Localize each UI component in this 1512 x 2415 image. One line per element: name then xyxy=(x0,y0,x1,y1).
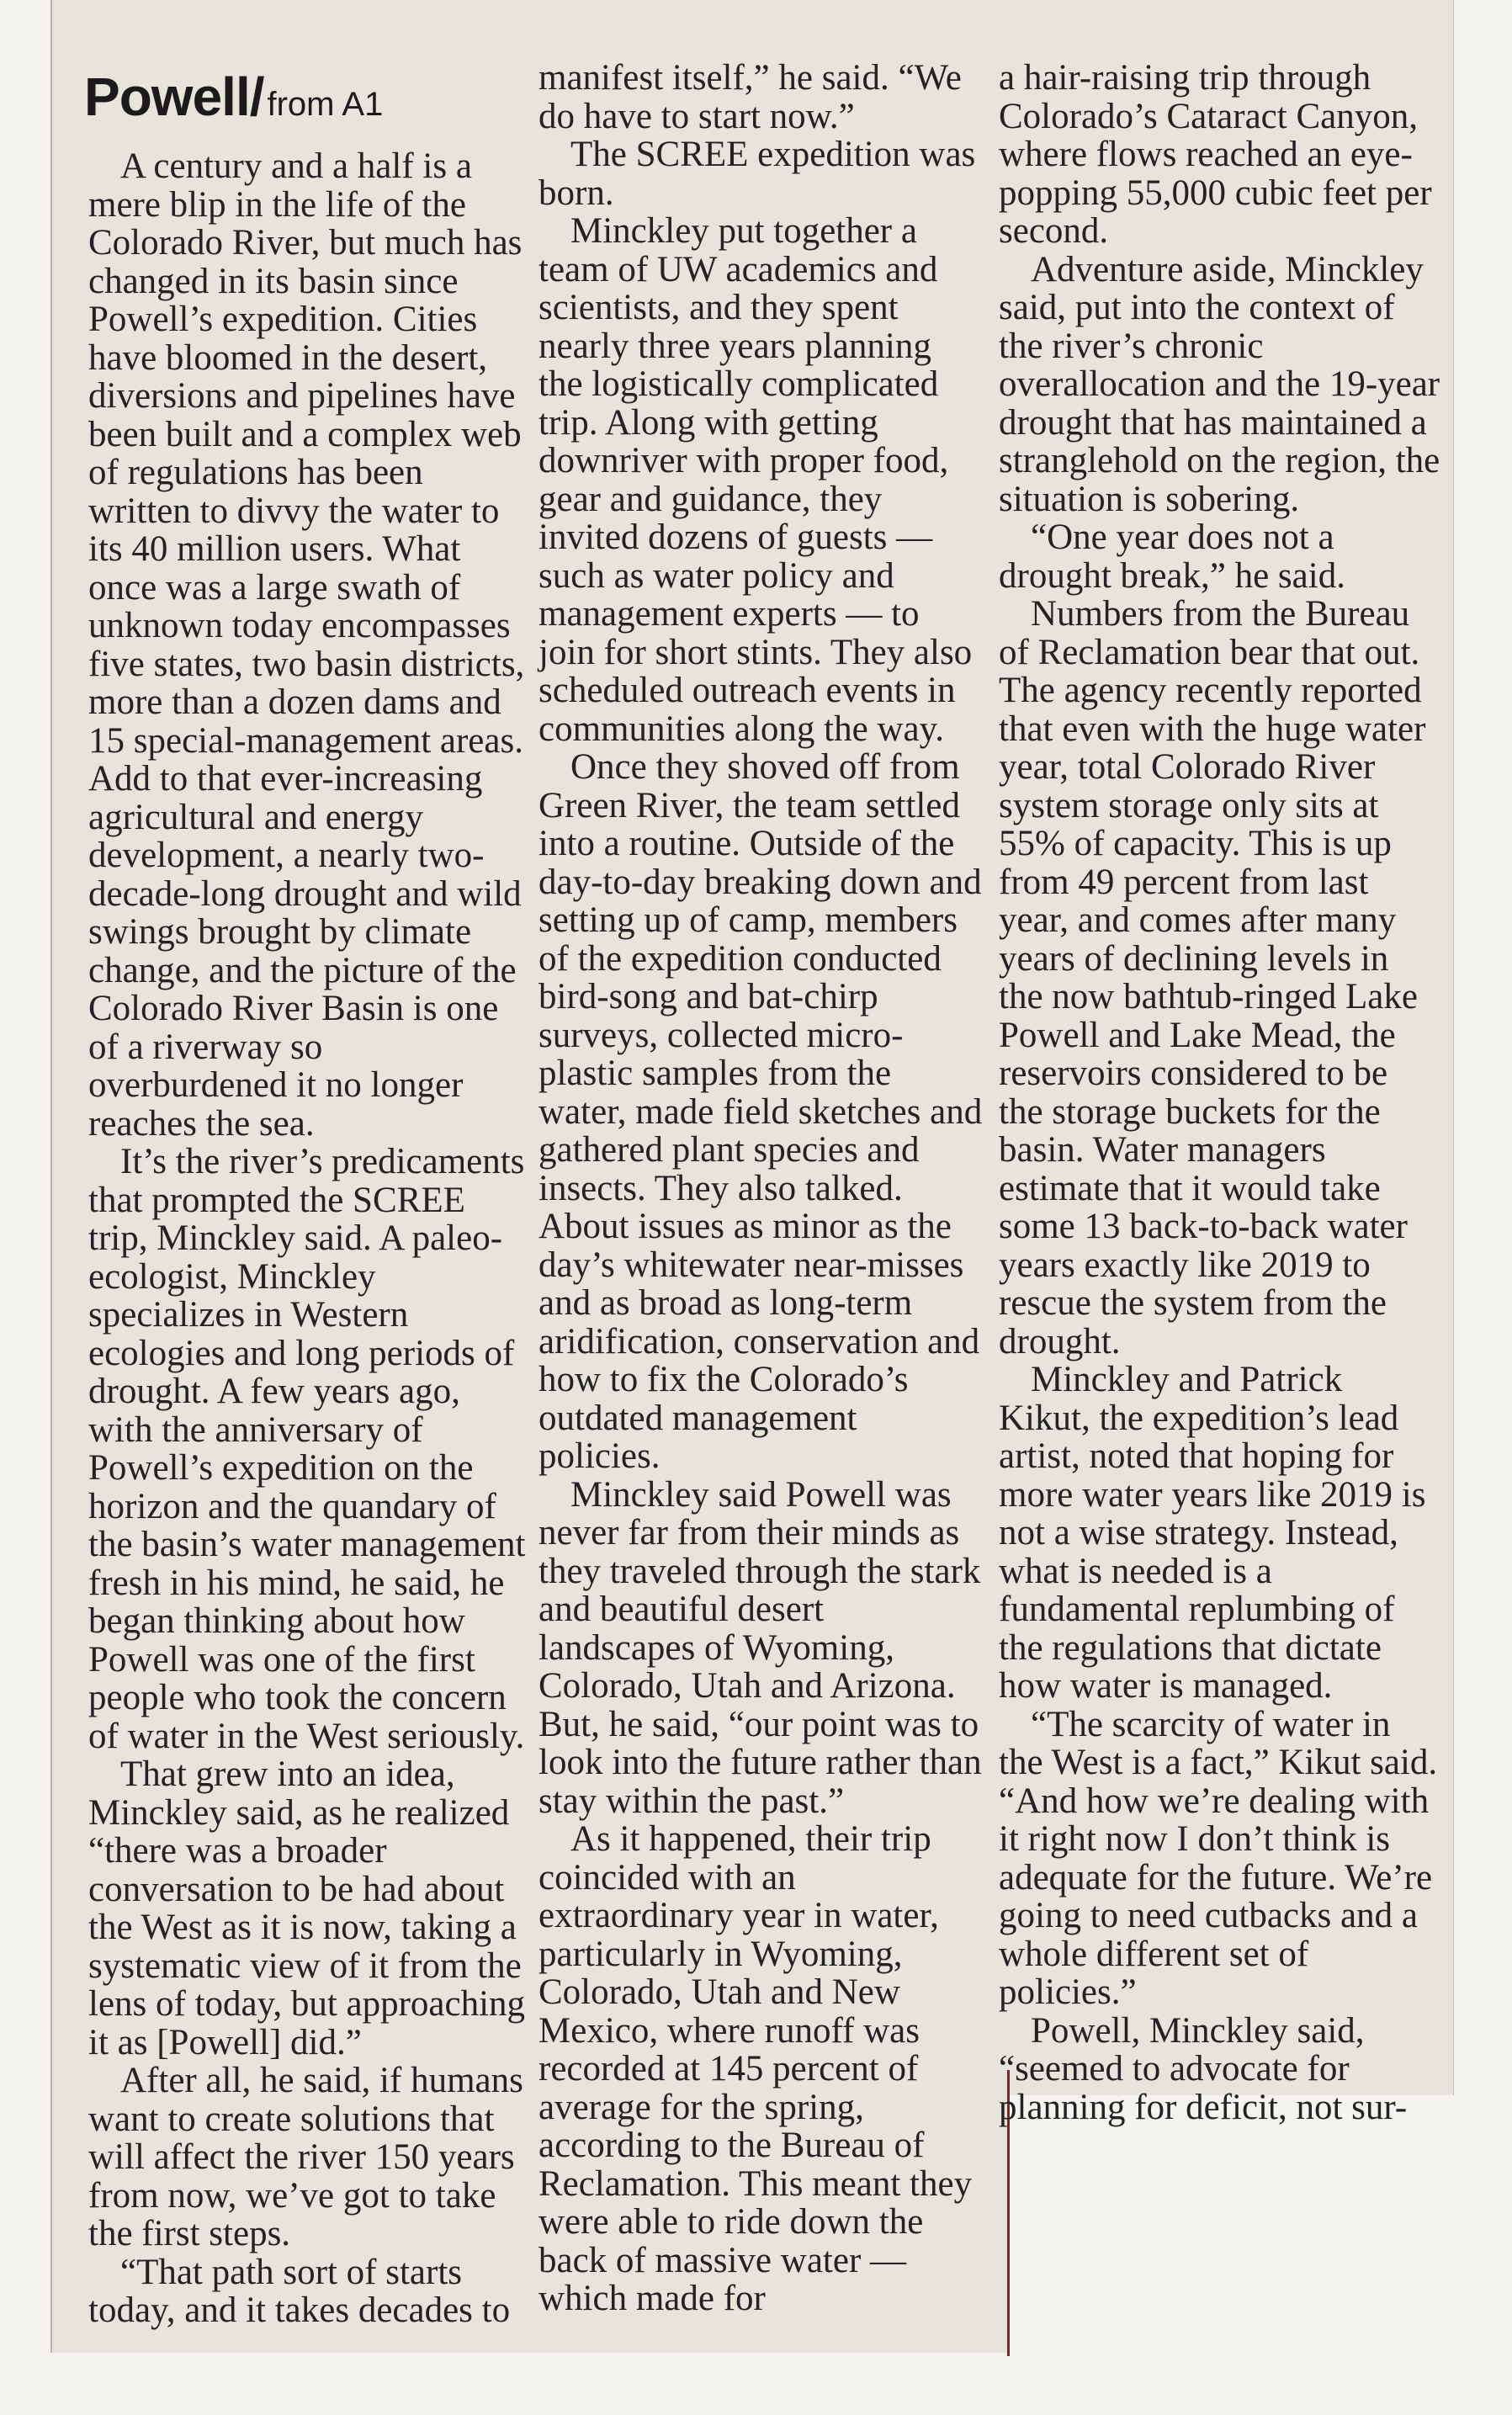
paragraph: A century and a half is a mere blip in the life of the Colorado River, but much has changed in its basin since Powell’s expedition. Cities have bloomed in the desert, diversions and pipelines have been built and a complex web of regulations has been written to divvy the water to its 40 million users. What once was a large swath of unknown today encompasses five states, two basin districts, more than a dozen dams and 15 special-management areas. Add to that ever-increasing agricultural and energy development, a nearly two-decade-long drought and wild swings brought by climate change, and the picture of the Colorado River Basin is one of a riverway so overburdened it no longer reaches the sea. xyxy=(88,146,525,1144)
article-column-1 xyxy=(88,147,530,2330)
article-column-2 xyxy=(538,59,984,2318)
paragraph: The SCREE expedition was born. xyxy=(538,135,976,213)
paragraph: After all, he said, if humans want to create solutions that will affect the river 150 years from now, we’ve got to take the first steps. xyxy=(88,2061,523,2253)
paragraph: That grew into an idea, Minckley said, as he realized “there was a broader conversation to be had about the West as it is now, taking a systematic view of it from the lens of today, but approaching it as [Powell] did.” xyxy=(88,1754,526,2062)
paragraph: Minckley said Powell was never far from their minds as they traveled through the stark and beautiful desert landscapes of Wyoming, Colorado, Utah and Arizona. But, he said, “our point was to look into the future rather than stay within the past.” xyxy=(538,1474,982,1821)
paragraph: “One year does not a drought break,” he said. xyxy=(999,518,1345,596)
paragraph: Numbers from the Bureau of Reclamation bear that out. The agency recently reported that even with the huge water year, total Colorado River system storage only sits at 55% of capacity. This is up from 49 percent from last year, and comes after many years of declining levels in the now bathtub-ringed Lake Powell and Lake Mead, the reservoirs considered to be the storage buckets for the basin. Water managers estimate that it would take some 13 back-to-back water years exactly like 2019 to rescue the system from the drought. xyxy=(999,594,1426,1361)
paragraph: Minckley put together a team of UW academics and scientists, and they spent nearly three years planning the logistically complicated trip. Along with getting downriver with proper food, gear and guidance, they invited dozens of guests — such as water policy and management experts — to join for short stints. They also scheduled outreach events in communities along the way. xyxy=(538,211,973,749)
paragraph: As it happened, their trip coincided with an extraordinary year in water, particularly in Wyoming, Colorado, Utah and New Mexico, where runoff was recorded at 145 percent of average for the spring, according to the Bureau of Reclamation. This meant they were able to ride down the back of massive water — which made for xyxy=(538,1819,973,2318)
paragraph: It’s the river’s predicaments that prompted the SCREE trip, Minckley said. A paleo-ecologist, Minckley specializes in Western ecologies and long periods of drought. A few years ago, with the anniversary of Powell’s expedition on the horizon and the quandary of the basin’s water management fresh in his mind, he said, he began thinking about how Powell was one of the first people who took the concern of water in the West seriously. xyxy=(88,1142,526,1756)
paragraph: “The scarcity of water in the West is a fact,” Kikut said. “And how we’re dealing with it right now I don’t think is adequate for the future. We’re going to need cutbacks and a whole different set of policies.” xyxy=(999,1704,1438,2012)
headline-jump: from A1 xyxy=(267,86,384,123)
paragraph: manifest itself,” he said. “We do have to start now.” xyxy=(538,58,962,136)
paragraph: Adventure aside, Minckley said, put into the context of the river’s chronic overallocation and the 19-year drought that has maintained a stranglehold on the region, the situation is sobering. xyxy=(999,249,1440,519)
paragraph: Powell, Minckley said, “seemed to advocate for planning for deficit, not sur- xyxy=(999,2010,1408,2127)
paragraph: “That path sort of starts today, and it takes decades to xyxy=(88,2252,511,2330)
paragraph: a hair-raising trip through Colorado’s Cataract Canyon, where flows reached an eye-popping 55,000 cubic feet per second. xyxy=(999,58,1432,251)
paragraph: Minckley and Patrick Kikut, the expedition’s lead artist, noted that hoping for more water years like 2019 is not a wise strategy. Instead, what is needed is a fundamental replumbing of the regulations that dictate how water is managed. xyxy=(999,1360,1426,1706)
article-column-3 xyxy=(999,59,1440,2126)
article-headline xyxy=(84,66,383,128)
paragraph: Once they shoved off from Green River, the team settled into a routine. Outside of the day-to-day breaking down and setting up of camp, members of the expedition conducted bird-song and bat-chirp surveys, collected micro-plastic samples from the water, made field sketches and gathered plant species and insects. They also talked. About issues as minor as the day’s whitewater near-misses and as broad as long-term aridification, conservation and how to fix the Colorado’s outdated management policies. xyxy=(538,747,983,1476)
headline-title: Powell/ xyxy=(84,66,264,127)
clipping-cut-corner xyxy=(1007,2095,1462,2415)
